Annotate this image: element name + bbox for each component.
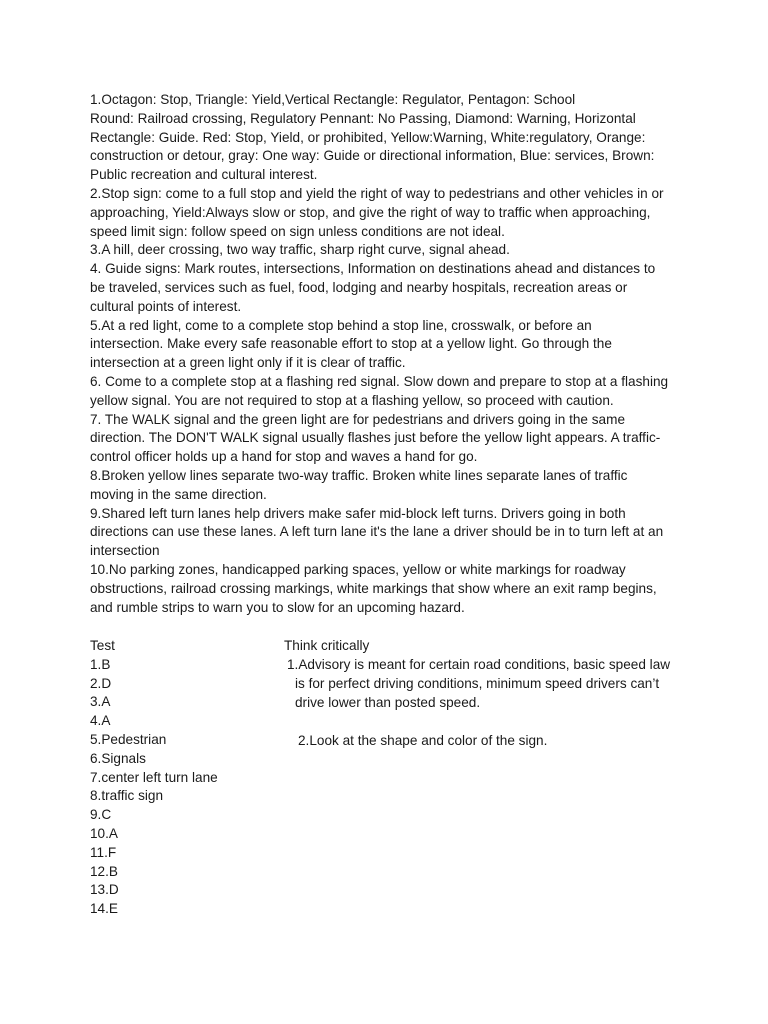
paragraph-3: [90, 241, 680, 260]
text-line: be traveled, services such as fuel, food, lodging and nearby hospitals, recreation areas or: [90, 279, 628, 295]
text-line: 1.Octagon: Stop, Triangle: Yield,Vertical Rectangle: Regulator, Pentagon: School: [90, 92, 576, 107]
paragraph-6: [90, 373, 680, 411]
think-critically-heading: Think critically: [284, 638, 370, 653]
text-line: intersection at a green light only if it is clear of traffic.: [90, 355, 406, 371]
test-answer: 2.D: [90, 675, 112, 691]
test-answer: 12.B: [90, 863, 118, 879]
test-answer: 9.C: [90, 807, 112, 823]
text-line: 10.No parking zones, handicapped parking spaces, yellow or white markings for roadway: [90, 561, 626, 577]
test-answer: 1.B: [90, 656, 111, 672]
text-line: 4. Guide signs: Mark routes, intersections, Information on destinations ahead and distances to: [90, 261, 656, 277]
text-line: 9.Shared left turn lanes help drivers make safer mid-block left turns. Drivers going in both: [90, 505, 626, 521]
text-line: direction. The DON'T WALK signal usually flashes just before the yellow light appears. A traffic-: [90, 430, 661, 446]
think-critically-item-1-line: 1.Advisory is meant for certain road conditions, basic speed law: [287, 657, 671, 672]
test-answer: 3.A: [90, 694, 111, 710]
paragraph-9: [90, 505, 680, 561]
text-line: Rectangle: Guide. Red: Stop, Yield, or prohibited, Yellow:Warning, White:regulatory, Orange:: [90, 129, 646, 145]
notes-body: [90, 91, 680, 617]
text-line: and rumble strips to warn you to slow for an upcoming hazard.: [90, 599, 465, 615]
test-answer: 6.Signals: [90, 750, 146, 766]
text-line: 2.Stop sign: come to a full stop and yield the right of way to pedestrians and other vehicles in or: [90, 185, 664, 201]
test-answer: 5.Pedestrian: [90, 731, 167, 747]
text-line: 8.Broken yellow lines separate two-way traffic. Broken white lines separate lanes of traffic: [90, 467, 628, 483]
text-line: Round: Railroad crossing, Regulatory Pennant: No Passing, Diamond: Warning, Horizontal: [90, 110, 636, 126]
paragraph-1: [90, 91, 680, 185]
text-line: speed limit sign: follow speed on sign unless conditions are not ideal.: [90, 223, 505, 239]
text-line: 3.A hill, deer crossing, two way traffic, sharp right curve, signal ahead.: [90, 242, 510, 258]
paragraph-5: [90, 317, 680, 373]
test-answers-column: [90, 637, 270, 919]
text-line: moving in the same direction.: [90, 486, 267, 502]
text-line: obstructions, railroad crossing markings, white markings that show where an exit ramp begins,: [90, 580, 657, 596]
think-critically-item-1-line: is for perfect driving conditions, minimum speed drivers can’t: [295, 676, 660, 691]
text-line: yellow signal. You are not required to stop at a flashing yellow, so proceed with caution.: [90, 392, 614, 408]
test-answer: 4.A: [90, 713, 111, 729]
text-line: construction or detour, gray: One way: Guide or directional information, Blue: services, Brown:: [90, 148, 655, 164]
think-critically-item-1-line: drive lower than posted speed.: [295, 695, 481, 710]
paragraph-2: [90, 185, 680, 241]
paragraph-7: [90, 411, 680, 467]
text-line: 5.At a red light, come to a complete stop behind a stop line, crosswalk, or before an: [90, 317, 592, 333]
test-answer: 14.E: [90, 901, 118, 917]
text-line: Public recreation and cultural interest.: [90, 167, 318, 183]
test-answer: 8.traffic sign: [90, 788, 164, 804]
text-line: cultural points of interest.: [90, 298, 242, 314]
paragraph-8: [90, 467, 680, 505]
text-line: control officer holds up a hand for stop and waves a hand for go.: [90, 449, 478, 465]
text-line: directions can use these lanes. A left turn lane it's the lane a driver should be in to turn left at an: [90, 524, 664, 540]
text-line: 6. Come to a complete stop at a flashing red signal. Slow down and prepare to stop at a flashing: [90, 373, 669, 389]
paragraph-10: [90, 561, 680, 617]
test-answer: 11.F: [90, 844, 117, 860]
test-answer: 13.D: [90, 882, 119, 898]
paragraph-4: [90, 260, 680, 316]
text-line: intersection: [90, 543, 160, 559]
test-answer: 10.A: [90, 825, 118, 841]
test-answer: 7.center left turn lane: [90, 769, 218, 785]
think-critically-item-2: 2.Look at the shape and color of the sign.: [298, 733, 548, 748]
test-heading: Test: [90, 638, 115, 653]
text-line: 7. The WALK signal and the green light are for pedestrians and drivers going in the same: [90, 411, 626, 427]
text-line: approaching, Yield:Always slow or stop, and give the right of way to traffic when approaching,: [90, 204, 651, 220]
text-line: intersection. Make every safe reasonable effort to stop at a yellow light. Go through the: [90, 336, 612, 352]
